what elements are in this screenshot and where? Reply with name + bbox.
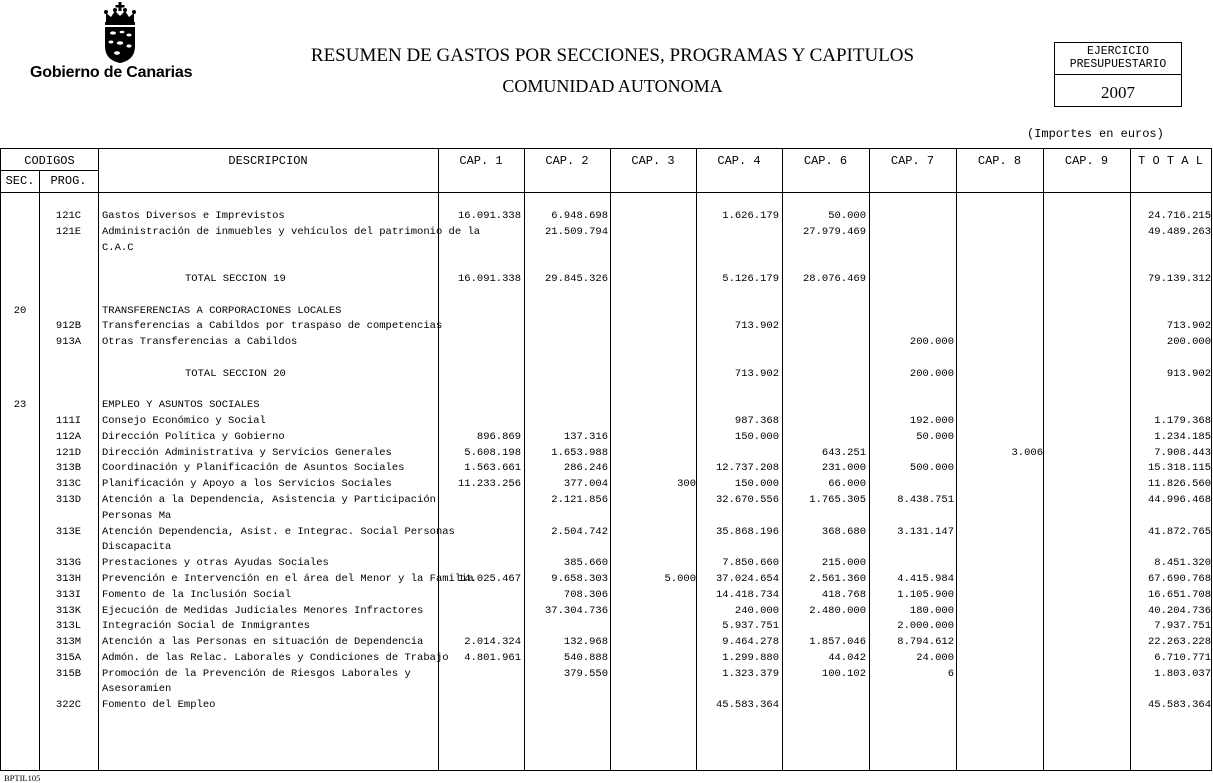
cell-cap7: 4.415.984: [897, 572, 954, 585]
cell-prog: 912B: [55, 320, 82, 333]
cell-cap2: 540.888: [563, 651, 608, 664]
cell-total: 45.583.364: [1147, 699, 1211, 712]
cell-cap2: 385.660: [563, 557, 608, 570]
cell-prog: 315B: [55, 667, 82, 680]
header-descripcion: DESCRIPCION: [228, 154, 308, 168]
cell-total: 41.872.765: [1147, 525, 1211, 538]
logo-text: Gobierno de Canarias: [30, 64, 193, 81]
cell-cap3: 300: [677, 478, 696, 491]
cell-prog: 111I: [55, 415, 82, 428]
cell-total: 44.996.468: [1147, 494, 1211, 507]
cell-prog: 313G: [55, 557, 82, 570]
cell-sec: 20: [13, 304, 27, 317]
header-cap3: CAP. 3: [631, 154, 675, 168]
cell-cap7: 180.000: [909, 604, 954, 617]
cell-total: 1.803.037: [1154, 667, 1211, 680]
cell-total: 16.651.708: [1147, 588, 1211, 601]
cell-desc: EMPLEO Y ASUNTOS SOCIALES: [102, 399, 260, 412]
cell-cap4: 987.368: [734, 415, 779, 428]
cell-cap7: 6: [947, 667, 954, 680]
cell-cap7: 8.794.612: [897, 636, 954, 649]
cell-cap1: 14.025.467: [457, 572, 521, 585]
cell-cap1: 16.091.338: [457, 273, 521, 286]
cell-desc: TRANSFERENCIAS A CORPORACIONES LOCALES: [102, 304, 342, 317]
cell-cap8: 3.006: [1011, 446, 1043, 459]
cell-prog: 913A: [55, 336, 82, 349]
cell-cap1: 2.014.324: [464, 636, 521, 649]
cell-cap2: 137.316: [563, 430, 608, 443]
cell-cap2: 6.948.698: [551, 210, 608, 222]
col-divider-prog: [98, 149, 99, 770]
cell-cap3: 5.000: [664, 572, 696, 585]
cell-total: 8.451.320: [1154, 557, 1211, 570]
cell-total: 6.710.771: [1154, 651, 1211, 664]
cell-cap4: 14.418.734: [715, 588, 779, 601]
cell-cap6: 2.561.360: [809, 572, 866, 585]
cell-desc: Discapacita: [102, 541, 172, 554]
cell-total: 7.937.751: [1154, 620, 1211, 633]
cell-prog: 313L: [55, 620, 82, 633]
cell-desc: Atención a las Personas en situación de Dependencia: [102, 636, 424, 649]
cell-cap4: 7.850.660: [722, 557, 779, 570]
cell-cap7: 500.000: [909, 462, 954, 475]
cell-desc: Atención a la Dependencia, Asistencia y Participación: [102, 494, 436, 507]
cell-desc: Transferencias a Cabildos por traspaso de competencias: [102, 320, 443, 333]
cell-desc: C.A.C: [102, 241, 134, 254]
cell-cap4: 1.323.379: [722, 667, 779, 680]
budget-table: [0, 148, 1212, 771]
cell-prog: 313B: [55, 462, 82, 475]
cell-cap7: 2.000.000: [897, 620, 954, 633]
cell-cap7: 192.000: [909, 415, 954, 428]
cell-cap4: 713.902: [734, 320, 779, 333]
cell-desc: TOTAL SECCION 19: [185, 273, 286, 286]
cell-prog: 313H: [55, 572, 82, 585]
cell-desc: Atención Dependencia, Asist. e Integrac. Social Personas: [102, 525, 455, 538]
cell-cap7: 3.131.147: [897, 525, 954, 538]
cell-total: 22.263.228: [1147, 636, 1211, 649]
col-divider-cap8: [1043, 149, 1044, 770]
header-codigos: CODIGOS: [24, 154, 75, 168]
ejercicio-label: [1055, 45, 1181, 71]
cell-desc: Prevención e Intervención en el área del Menor y la Familia: [102, 572, 474, 585]
cell-prog: 121E: [55, 225, 82, 238]
cell-desc: Dirección Política y Gobierno: [102, 430, 285, 443]
cell-cap6: 231.000: [821, 462, 866, 475]
cell-cap6: 100.102: [821, 667, 866, 680]
cell-prog: 322C: [55, 699, 82, 712]
header-cap6: CAP. 6: [803, 154, 848, 168]
cell-prog: 313C: [55, 478, 82, 491]
cell-total: 79.139.312: [1147, 273, 1211, 286]
cell-cap4: 5.126.179: [722, 273, 779, 286]
cell-prog: 313I: [55, 588, 82, 601]
cell-cap6: 2.480.000: [809, 604, 866, 617]
cell-cap4: 32.670.556: [715, 494, 779, 507]
cell-sec: 23: [13, 399, 27, 412]
cell-cap4: 37.024.654: [715, 572, 779, 585]
cell-cap1: 4.801.961: [464, 651, 521, 664]
cell-cap2: 2.121.856: [551, 494, 608, 507]
cell-desc: Otras Transferencias a Cabildos: [102, 336, 298, 349]
cell-cap4: 45.583.364: [715, 699, 779, 712]
cell-prog: 112A: [55, 430, 82, 443]
cell-cap2: 37.304.736: [544, 604, 608, 617]
cell-cap2: 377.004: [563, 478, 608, 491]
cell-total: 24.716.215: [1147, 210, 1211, 222]
cell-desc: Personas Ma: [102, 509, 172, 522]
header-cap9: CAP. 9: [1064, 154, 1109, 168]
cell-cap4: 713.902: [734, 367, 779, 380]
cell-total: 11.826.560: [1147, 478, 1211, 491]
cell-cap7: 24.000: [916, 651, 954, 664]
cell-cap1: 896.869: [476, 430, 521, 443]
cell-cap7: 8.438.751: [897, 494, 954, 507]
cell-cap6: 643.251: [821, 446, 866, 459]
cell-cap2: 708.306: [563, 588, 608, 601]
cell-cap6: 44.042: [828, 651, 866, 664]
cell-cap2: 29.845.326: [544, 273, 608, 286]
col-divider-cap2: [610, 149, 611, 770]
cell-desc: Fomento del Empleo: [102, 699, 216, 712]
cell-total: 49.489.263: [1147, 225, 1211, 238]
cell-prog: 121D: [55, 446, 82, 459]
cell-prog: 121C: [55, 210, 82, 222]
ejercicio-label-line-1: EJERCICIO: [1086, 45, 1150, 58]
cell-cap4: 240.000: [734, 604, 779, 617]
cell-cap4: 5.937.751: [722, 620, 779, 633]
cell-cap2: 132.968: [563, 636, 608, 649]
cell-prog: 313E: [55, 525, 82, 538]
cell-prog: 313K: [55, 604, 82, 617]
cell-cap4: 1.299.880: [722, 651, 779, 664]
cell-desc: Coordinación y Planificación de Asuntos Sociales: [102, 462, 405, 475]
cell-total: 67.690.768: [1147, 572, 1211, 585]
cell-prog: 315A: [55, 651, 82, 664]
header-sec: SEC.: [5, 174, 35, 188]
cell-cap1: 1.563.661: [464, 462, 521, 475]
cell-total: 15.318.115: [1147, 462, 1211, 475]
header-cap7: CAP. 7: [890, 154, 935, 168]
cell-cap1: 11.233.256: [457, 478, 521, 491]
ejercicio-year: 2007: [1101, 83, 1135, 102]
cell-total: 200.000: [1166, 336, 1211, 349]
cell-cap4: 12.737.208: [715, 462, 779, 475]
header-bottom-line: [1, 192, 1211, 193]
ejercicio-box: [1054, 42, 1182, 107]
cell-cap6: 215.000: [821, 557, 866, 570]
report-title: RESUMEN DE GASTOS POR SECCIONES, PROGRAMAS Y CAPITULOS: [310, 45, 915, 66]
cell-cap6: 28.076.469: [802, 273, 866, 286]
currency-note: (Importes en euros): [1027, 127, 1164, 141]
codigos-divider: [1, 170, 98, 171]
cell-total: 7.908.443: [1154, 446, 1211, 459]
ejercicio-divider: [1055, 74, 1181, 75]
cell-desc: Asesoramien: [102, 683, 172, 696]
cell-cap1: 5.608.198: [464, 446, 521, 459]
cell-cap6: 1.765.305: [809, 494, 866, 507]
cell-desc: Promoción de la Prevención de Riesgos Laborales y: [102, 667, 411, 680]
cell-desc: Prestaciones y otras Ayudas Sociales: [102, 557, 329, 570]
cell-total: 713.902: [1166, 320, 1211, 333]
cell-desc: Consejo Económico y Social: [102, 415, 266, 428]
cell-cap7: 200.000: [909, 336, 954, 349]
cell-cap6: 1.857.046: [809, 636, 866, 649]
cell-cap7: 50.000: [916, 430, 954, 443]
cell-cap2: 379.550: [563, 667, 608, 680]
cell-desc: Administración de inmuebles y vehículos del patrimonio de la: [102, 225, 481, 238]
cell-cap6: 368.680: [821, 525, 866, 538]
cell-total: 1.179.368: [1154, 415, 1211, 428]
cell-cap2: 2.504.742: [551, 525, 608, 538]
report-subtitle: COMUNIDAD AUTONOMA: [502, 76, 723, 96]
cell-desc: Ejecución de Medidas Judiciales Menores Infractores: [102, 604, 424, 617]
cell-cap6: 66.000: [828, 478, 866, 491]
header-prog: PROG.: [50, 174, 87, 188]
cell-cap2: 1.653.988: [551, 446, 608, 459]
cell-desc: Integración Social de Inmigrantes: [102, 620, 310, 633]
cell-cap6: 27.979.469: [802, 225, 866, 238]
header-cap4: CAP. 4: [717, 154, 761, 168]
cell-desc: Planificación y Apoyo a los Servicios Sociales: [102, 478, 392, 491]
cell-cap7: 1.105.900: [897, 588, 954, 601]
cell-desc: Admón. de las Relac. Laborales y Condiciones de Trabajo: [102, 651, 449, 664]
header-total: T O T A L: [1138, 154, 1203, 168]
report-code: BPTIL105: [4, 773, 41, 783]
cell-total: 40.204.736: [1147, 604, 1211, 617]
cell-total: 1.234.185: [1154, 430, 1211, 443]
cell-cap2: 9.658.303: [551, 572, 608, 585]
cell-cap7: 200.000: [909, 367, 954, 380]
cell-cap4: 9.464.278: [722, 636, 779, 649]
cell-cap1: 16.091.338: [457, 210, 521, 222]
cell-cap4: 35.868.196: [715, 525, 779, 538]
cell-cap4: 150.000: [734, 478, 779, 491]
cell-prog: 313D: [55, 494, 82, 507]
cell-cap6: 50.000: [828, 210, 866, 222]
header-cap1: CAP. 1: [459, 154, 503, 168]
cell-desc: TOTAL SECCION 20: [185, 367, 286, 380]
cell-cap4: 1.626.179: [722, 210, 779, 222]
header-cap2: CAP. 2: [545, 154, 589, 168]
cell-cap6: 418.768: [821, 588, 866, 601]
cell-total: 913.902: [1166, 367, 1211, 380]
ejercicio-label-line-2: PRESUPUESTARIO: [1069, 58, 1167, 71]
cell-desc: Gastos Diversos e Imprevistos: [102, 210, 285, 222]
cell-prog: 313M: [55, 636, 82, 649]
cell-cap2: 286.246: [563, 462, 608, 475]
cell-desc: Fomento de la Inclusión Social: [102, 588, 292, 601]
cell-cap4: 150.000: [734, 430, 779, 443]
header-cap8: CAP. 8: [977, 154, 1022, 168]
cell-desc: Dirección Administrativa y Servicios Generales: [102, 446, 392, 459]
cell-cap2: 21.509.794: [544, 225, 608, 238]
